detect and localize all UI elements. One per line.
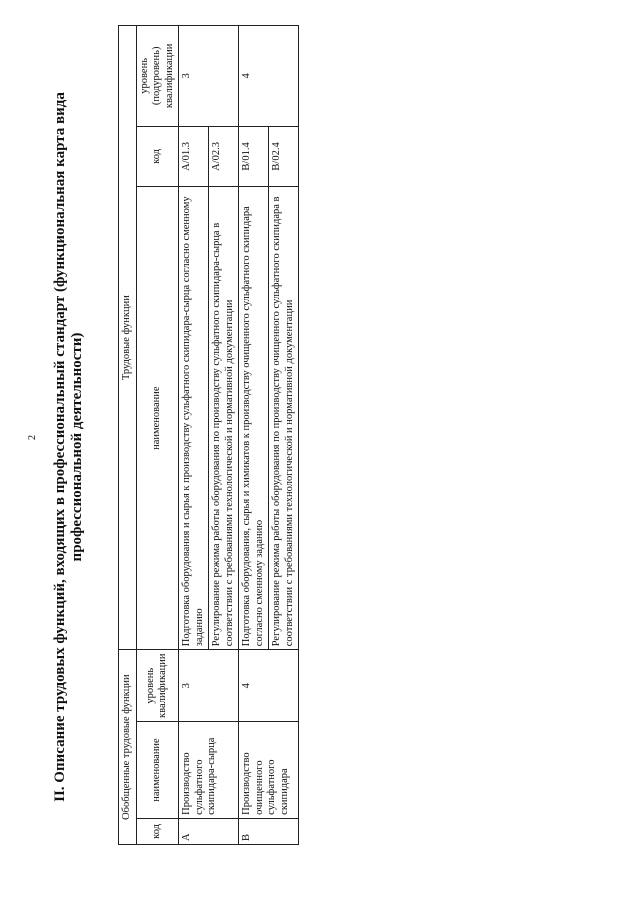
title-line-1: II. Описание трудовых функций, входящих в профессиональный стандарт (функциональная карта вида	[52, 92, 68, 802]
function-level: 4	[239, 26, 299, 127]
table-row	[179, 26, 209, 845]
rotated-sheet	[52, 0, 592, 897]
function-code: A/02.3	[209, 126, 239, 186]
table-row	[239, 26, 269, 845]
page-number: 2	[27, 435, 38, 440]
function-code: B/01.4	[239, 126, 269, 186]
header-generalized: Обобщенные трудовые функции	[119, 650, 137, 845]
group-level: 4	[239, 650, 299, 722]
group-code: B	[239, 818, 299, 844]
header-function-name: наименование	[136, 187, 179, 650]
title-line-2: профессиональной деятельности)	[69, 332, 85, 562]
function-name: Подготовка оборудования, сырья и химикатов к производству очищенного сульфатного скипидара согласно сменному заданию	[239, 187, 269, 650]
function-level: 3	[179, 26, 239, 127]
group-level: 3	[179, 650, 239, 722]
header-function-level: уровень (подуровень) квалификации	[136, 26, 179, 127]
header-row-1	[119, 26, 137, 845]
header-labor-functions: Трудовые функции	[119, 26, 137, 650]
functional-map-table	[118, 25, 299, 845]
header-code: код	[136, 818, 179, 844]
header-function-code: код	[136, 126, 179, 186]
group-name: Производство очищенного сульфатного скипидара	[239, 722, 299, 819]
function-code: B/02.4	[269, 126, 299, 186]
group-name: Производство сульфатного скипидара-сырца	[179, 722, 239, 819]
header-row-2	[136, 26, 179, 845]
function-code: A/01.3	[179, 126, 209, 186]
page-title	[52, 0, 86, 897]
header-level: уровень квалификации	[136, 650, 179, 722]
function-name: Подготовка оборудования и сырья к производству сульфатного скипидара-сырца согласно сменному заданию	[179, 187, 209, 650]
function-name: Регулирование режима работы оборудования по производству очищенного сульфатного скипидара в соответствии с требованиями технологической и нормативной документации	[269, 187, 299, 650]
header-name: наименование	[136, 722, 179, 819]
group-code: A	[179, 818, 239, 844]
function-name: Регулирование режима работы оборудования по производству сульфатного скипидара-сырца в соответствии с требованиями технологической и нормативной документации	[209, 187, 239, 650]
